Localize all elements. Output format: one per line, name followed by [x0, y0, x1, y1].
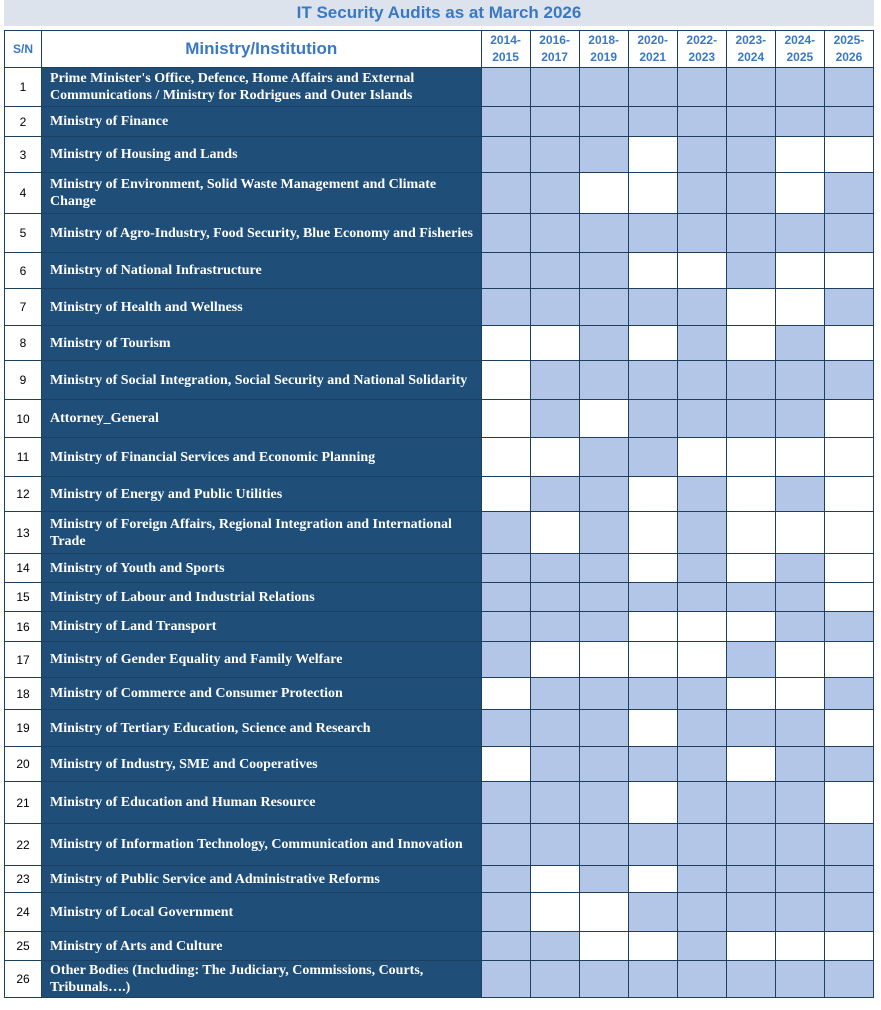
audit-cell-done	[677, 893, 726, 932]
audit-cell-done	[481, 173, 530, 214]
audit-cell-done	[726, 253, 775, 289]
audit-cell-done	[530, 289, 579, 326]
audit-cell-empty	[726, 932, 775, 961]
audit-cell-empty	[824, 477, 873, 512]
audit-cell-empty	[530, 512, 579, 554]
audit-cell-empty	[628, 866, 677, 893]
audit-cell-done	[775, 893, 824, 932]
audit-cell-done	[579, 866, 628, 893]
audit-cell-empty	[726, 326, 775, 361]
audit-cell-done	[530, 477, 579, 512]
audit-cell-done	[824, 961, 873, 998]
row-number: 26	[5, 961, 42, 998]
audit-cell-done	[775, 612, 824, 642]
table-row	[5, 642, 874, 678]
period-header: 2016- 2017	[530, 31, 579, 68]
audit-cell-empty	[775, 642, 824, 678]
row-number: 4	[5, 173, 42, 214]
ministry-name: Ministry of Energy and Public Utilities	[42, 477, 482, 512]
audit-cell-empty	[726, 512, 775, 554]
audit-cell-empty	[481, 438, 530, 477]
audit-cell-done	[775, 824, 824, 866]
audit-cell-empty	[579, 893, 628, 932]
audit-cell-done	[481, 583, 530, 612]
row-number: 19	[5, 710, 42, 747]
period-header: 2014- 2015	[481, 31, 530, 68]
audit-cell-empty	[824, 782, 873, 824]
audit-cell-empty	[579, 400, 628, 438]
audit-cell-empty	[775, 512, 824, 554]
audit-cell-empty	[628, 932, 677, 961]
audit-cell-done	[628, 678, 677, 710]
audit-cell-done	[530, 824, 579, 866]
audit-cell-done	[579, 710, 628, 747]
audit-cell-empty	[726, 612, 775, 642]
table-row	[5, 137, 874, 173]
audit-cell-done	[677, 961, 726, 998]
audit-cell-done	[530, 137, 579, 173]
audit-cell-done	[824, 214, 873, 253]
table-row	[5, 554, 874, 583]
table-row	[5, 253, 874, 289]
audit-cell-done	[677, 326, 726, 361]
audit-cell-done	[726, 782, 775, 824]
audit-cell-done	[628, 824, 677, 866]
ministry-name: Ministry of Finance	[42, 107, 482, 137]
audit-cell-done	[824, 289, 873, 326]
ministry-name: Ministry of Youth and Sports	[42, 554, 482, 583]
audit-cell-done	[726, 710, 775, 747]
ministry-name: Ministry of Housing and Lands	[42, 137, 482, 173]
period-header: 2024- 2025	[775, 31, 824, 68]
audit-cell-done	[579, 512, 628, 554]
audit-cell-empty	[824, 512, 873, 554]
audit-cell-empty	[628, 642, 677, 678]
audit-cell-done	[775, 866, 824, 893]
audit-cell-done	[726, 361, 775, 400]
audit-cell-done	[530, 361, 579, 400]
audit-cell-empty	[726, 554, 775, 583]
audit-cell-empty	[775, 438, 824, 477]
row-number: 14	[5, 554, 42, 583]
ministry-name: Ministry of Labour and Industrial Relations	[42, 583, 482, 612]
period-header: 2022- 2023	[677, 31, 726, 68]
audit-cell-done	[579, 612, 628, 642]
audit-cell-done	[579, 253, 628, 289]
table-row	[5, 438, 874, 477]
audit-cell-done	[481, 932, 530, 961]
ministry-name: Ministry of Industry, SME and Cooperatives	[42, 747, 482, 782]
audit-cell-done	[530, 68, 579, 107]
row-number: 11	[5, 438, 42, 477]
row-number: 12	[5, 477, 42, 512]
audit-cell-done	[824, 678, 873, 710]
audit-cell-done	[677, 866, 726, 893]
audit-cell-done	[481, 68, 530, 107]
audit-cell-empty	[677, 253, 726, 289]
audit-cell-done	[530, 710, 579, 747]
row-number: 23	[5, 866, 42, 893]
row-number: 2	[5, 107, 42, 137]
audit-cell-empty	[628, 173, 677, 214]
audit-cell-done	[530, 961, 579, 998]
audit-cell-done	[481, 107, 530, 137]
audit-cell-done	[628, 893, 677, 932]
row-number: 10	[5, 400, 42, 438]
audit-cell-empty	[775, 137, 824, 173]
audit-cell-done	[530, 214, 579, 253]
table-row	[5, 961, 874, 998]
row-number: 5	[5, 214, 42, 253]
audit-cell-done	[628, 400, 677, 438]
table-row	[5, 477, 874, 512]
audit-cell-done	[677, 512, 726, 554]
audit-cell-empty	[824, 710, 873, 747]
ministry-name: Ministry of National Infrastructure	[42, 253, 482, 289]
row-number: 7	[5, 289, 42, 326]
audit-cell-done	[481, 214, 530, 253]
audit-cell-done	[481, 782, 530, 824]
audit-cell-done	[677, 678, 726, 710]
ministry-name: Other Bodies (Including: The Judiciary, Commissions, Courts, Tribunals….)	[42, 961, 482, 998]
ministry-name: Ministry of Gender Equality and Family Welfare	[42, 642, 482, 678]
audit-cell-empty	[481, 477, 530, 512]
audit-cell-done	[824, 173, 873, 214]
audit-cell-empty	[824, 642, 873, 678]
audit-cell-empty	[726, 438, 775, 477]
ministry-name: Ministry of Information Technology, Communication and Innovation	[42, 824, 482, 866]
audit-cell-empty	[824, 554, 873, 583]
row-number: 18	[5, 678, 42, 710]
table-row	[5, 400, 874, 438]
audit-cell-empty	[726, 477, 775, 512]
audit-cell-done	[677, 289, 726, 326]
audit-cell-empty	[628, 782, 677, 824]
audit-cell-done	[775, 107, 824, 137]
table-row	[5, 824, 874, 866]
audit-cell-done	[824, 612, 873, 642]
period-header: 2025- 2026	[824, 31, 873, 68]
audit-cell-done	[481, 642, 530, 678]
audit-cell-done	[677, 477, 726, 512]
audit-cell-done	[726, 961, 775, 998]
row-number: 17	[5, 642, 42, 678]
header-row	[5, 31, 874, 68]
audit-cell-empty	[579, 173, 628, 214]
table-row	[5, 866, 874, 893]
table-row	[5, 361, 874, 400]
audit-cell-done	[579, 554, 628, 583]
audit-cell-empty	[775, 289, 824, 326]
audit-cell-empty	[579, 932, 628, 961]
row-number: 3	[5, 137, 42, 173]
audit-cell-empty	[530, 326, 579, 361]
ministry-header: Ministry/Institution	[42, 31, 482, 68]
row-number: 21	[5, 782, 42, 824]
table-row	[5, 512, 874, 554]
audit-table	[4, 30, 874, 998]
audit-cell-empty	[481, 326, 530, 361]
audit-cell-empty	[628, 710, 677, 747]
ministry-name: Ministry of Arts and Culture	[42, 932, 482, 961]
audit-cell-empty	[530, 642, 579, 678]
row-number: 25	[5, 932, 42, 961]
audit-cell-done	[775, 710, 824, 747]
audit-cell-done	[775, 477, 824, 512]
audit-cell-empty	[677, 612, 726, 642]
audit-cell-done	[726, 893, 775, 932]
audit-cell-done	[677, 107, 726, 137]
row-number: 13	[5, 512, 42, 554]
period-header: 2023- 2024	[726, 31, 775, 68]
audit-cell-empty	[481, 400, 530, 438]
audit-cell-done	[628, 961, 677, 998]
audit-cell-done	[481, 961, 530, 998]
audit-cell-empty	[824, 438, 873, 477]
audit-cell-empty	[628, 512, 677, 554]
audit-cell-done	[726, 866, 775, 893]
audit-cell-done	[824, 893, 873, 932]
audit-cell-done	[677, 214, 726, 253]
audit-cell-done	[726, 137, 775, 173]
audit-cell-done	[726, 400, 775, 438]
audit-cell-done	[579, 824, 628, 866]
audit-cell-done	[726, 214, 775, 253]
audit-cell-done	[726, 583, 775, 612]
audit-cell-empty	[726, 678, 775, 710]
audit-cell-done	[726, 824, 775, 866]
audit-cell-done	[579, 137, 628, 173]
ministry-name: Ministry of Health and Wellness	[42, 289, 482, 326]
audit-cell-done	[726, 68, 775, 107]
audit-cell-done	[530, 932, 579, 961]
audit-cell-done	[824, 824, 873, 866]
audit-cell-empty	[677, 642, 726, 678]
audit-cell-done	[628, 583, 677, 612]
period-header: 2020- 2021	[628, 31, 677, 68]
table-title: IT Security Audits as at March 2026	[4, 0, 874, 26]
table-row	[5, 678, 874, 710]
audit-cell-empty	[824, 400, 873, 438]
audit-cell-done	[481, 289, 530, 326]
audit-cell-empty	[530, 866, 579, 893]
audit-cell-done	[579, 747, 628, 782]
audit-cell-done	[775, 214, 824, 253]
audit-cell-done	[579, 583, 628, 612]
audit-cell-empty	[628, 477, 677, 512]
audit-cell-done	[824, 107, 873, 137]
ministry-name: Ministry of Financial Services and Economic Planning	[42, 438, 482, 477]
audit-cell-done	[628, 289, 677, 326]
audit-cell-done	[481, 612, 530, 642]
audit-cell-done	[677, 710, 726, 747]
audit-cell-done	[579, 678, 628, 710]
ministry-name: Attorney_General	[42, 400, 482, 438]
audit-cell-done	[677, 173, 726, 214]
audit-cell-done	[726, 107, 775, 137]
audit-cell-done	[530, 678, 579, 710]
audit-cell-empty	[726, 289, 775, 326]
audit-cell-empty	[775, 253, 824, 289]
audit-cell-empty	[824, 326, 873, 361]
ministry-name: Ministry of Local Government	[42, 893, 482, 932]
audit-cell-empty	[824, 253, 873, 289]
audit-cell-done	[579, 782, 628, 824]
table-row	[5, 289, 874, 326]
row-number: 8	[5, 326, 42, 361]
audit-cell-done	[775, 583, 824, 612]
audit-cell-done	[775, 961, 824, 998]
table-row	[5, 583, 874, 612]
audit-cell-done	[530, 400, 579, 438]
audit-cell-empty	[530, 893, 579, 932]
ministry-name: Ministry of Environment, Solid Waste Management and Climate Change	[42, 173, 482, 214]
audit-cell-done	[628, 214, 677, 253]
audit-cell-done	[530, 612, 579, 642]
audit-cell-empty	[824, 137, 873, 173]
ministry-name: Ministry of Tourism	[42, 326, 482, 361]
audit-cell-done	[579, 289, 628, 326]
audit-cell-done	[775, 554, 824, 583]
audit-cell-done	[628, 361, 677, 400]
ministry-name: Ministry of Land Transport	[42, 612, 482, 642]
audit-cell-done	[726, 173, 775, 214]
audit-cell-empty	[481, 678, 530, 710]
table-row	[5, 107, 874, 137]
sn-header: S/N	[5, 31, 42, 68]
table-row	[5, 326, 874, 361]
audit-cell-empty	[481, 747, 530, 782]
ministry-name: Ministry of Public Service and Administrative Reforms	[42, 866, 482, 893]
table-row	[5, 893, 874, 932]
audit-cell-done	[775, 400, 824, 438]
audit-cell-done	[481, 893, 530, 932]
audit-cell-done	[628, 107, 677, 137]
table-row	[5, 710, 874, 747]
audit-cell-empty	[628, 137, 677, 173]
audit-cell-done	[481, 824, 530, 866]
table-row	[5, 68, 874, 107]
audit-cell-empty	[481, 361, 530, 400]
audit-cell-empty	[775, 678, 824, 710]
audit-cell-done	[677, 137, 726, 173]
audit-cell-done	[481, 253, 530, 289]
audit-cell-empty	[775, 932, 824, 961]
audit-cell-done	[530, 554, 579, 583]
table-row	[5, 173, 874, 214]
ministry-name: Ministry of Foreign Affairs, Regional Integration and International Trade	[42, 512, 482, 554]
audit-cell-done	[628, 438, 677, 477]
audit-cell-done	[628, 747, 677, 782]
audit-cell-empty	[824, 583, 873, 612]
period-header: 2018- 2019	[579, 31, 628, 68]
audit-cell-empty	[824, 932, 873, 961]
audit-cell-done	[530, 583, 579, 612]
ministry-name: Prime Minister's Office, Defence, Home Affairs and External Communications / Ministry for Rodrigues and Outer Islands	[42, 68, 482, 107]
audit-cell-done	[530, 173, 579, 214]
audit-cell-done	[481, 512, 530, 554]
ministry-name: Ministry of Tertiary Education, Science and Research	[42, 710, 482, 747]
audit-cell-empty	[775, 173, 824, 214]
audit-cell-empty	[628, 253, 677, 289]
audit-cell-empty	[726, 747, 775, 782]
row-number: 1	[5, 68, 42, 107]
table-row	[5, 782, 874, 824]
audit-cell-done	[481, 866, 530, 893]
audit-cell-done	[579, 477, 628, 512]
audit-cell-empty	[579, 642, 628, 678]
audit-cell-done	[677, 747, 726, 782]
audit-cell-done	[824, 68, 873, 107]
audit-cell-empty	[628, 612, 677, 642]
audit-cell-done	[481, 710, 530, 747]
audit-cell-done	[775, 326, 824, 361]
table-row	[5, 214, 874, 253]
audit-cell-empty	[530, 438, 579, 477]
audit-cell-done	[726, 642, 775, 678]
audit-cell-done	[824, 361, 873, 400]
audit-cell-done	[775, 68, 824, 107]
row-number: 20	[5, 747, 42, 782]
audit-cell-done	[824, 747, 873, 782]
audit-cell-done	[530, 253, 579, 289]
audit-cell-done	[579, 68, 628, 107]
audit-cell-done	[677, 68, 726, 107]
audit-cell-done	[579, 214, 628, 253]
ministry-name: Ministry of Commerce and Consumer Protection	[42, 678, 482, 710]
audit-cell-done	[530, 747, 579, 782]
audit-cell-done	[481, 137, 530, 173]
audit-cell-done	[824, 866, 873, 893]
audit-cell-done	[677, 583, 726, 612]
audit-cell-done	[677, 824, 726, 866]
audit-cell-done	[677, 554, 726, 583]
audit-cell-done	[775, 747, 824, 782]
audit-cell-done	[530, 107, 579, 137]
audit-cell-done	[677, 782, 726, 824]
ministry-name: Ministry of Education and Human Resource	[42, 782, 482, 824]
audit-cell-done	[579, 361, 628, 400]
audit-cell-done	[677, 361, 726, 400]
ministry-name: Ministry of Social Integration, Social Security and National Solidarity	[42, 361, 482, 400]
row-number: 15	[5, 583, 42, 612]
audit-cell-done	[775, 361, 824, 400]
audit-cell-done	[579, 326, 628, 361]
table-row	[5, 932, 874, 961]
audit-cell-done	[775, 782, 824, 824]
row-number: 6	[5, 253, 42, 289]
audit-cell-done	[579, 107, 628, 137]
audit-cell-done	[481, 554, 530, 583]
audit-cell-done	[579, 438, 628, 477]
audit-cell-done	[530, 782, 579, 824]
row-number: 9	[5, 361, 42, 400]
row-number: 22	[5, 824, 42, 866]
table-row	[5, 612, 874, 642]
row-number: 24	[5, 893, 42, 932]
audit-cell-empty	[677, 438, 726, 477]
audit-cell-done	[579, 961, 628, 998]
audit-cell-empty	[628, 554, 677, 583]
row-number: 16	[5, 612, 42, 642]
table-row	[5, 747, 874, 782]
audit-cell-done	[677, 932, 726, 961]
audit-cell-empty	[628, 326, 677, 361]
ministry-name: Ministry of Agro-Industry, Food Security, Blue Economy and Fisheries	[42, 214, 482, 253]
audit-cell-done	[677, 400, 726, 438]
audit-cell-done	[628, 68, 677, 107]
